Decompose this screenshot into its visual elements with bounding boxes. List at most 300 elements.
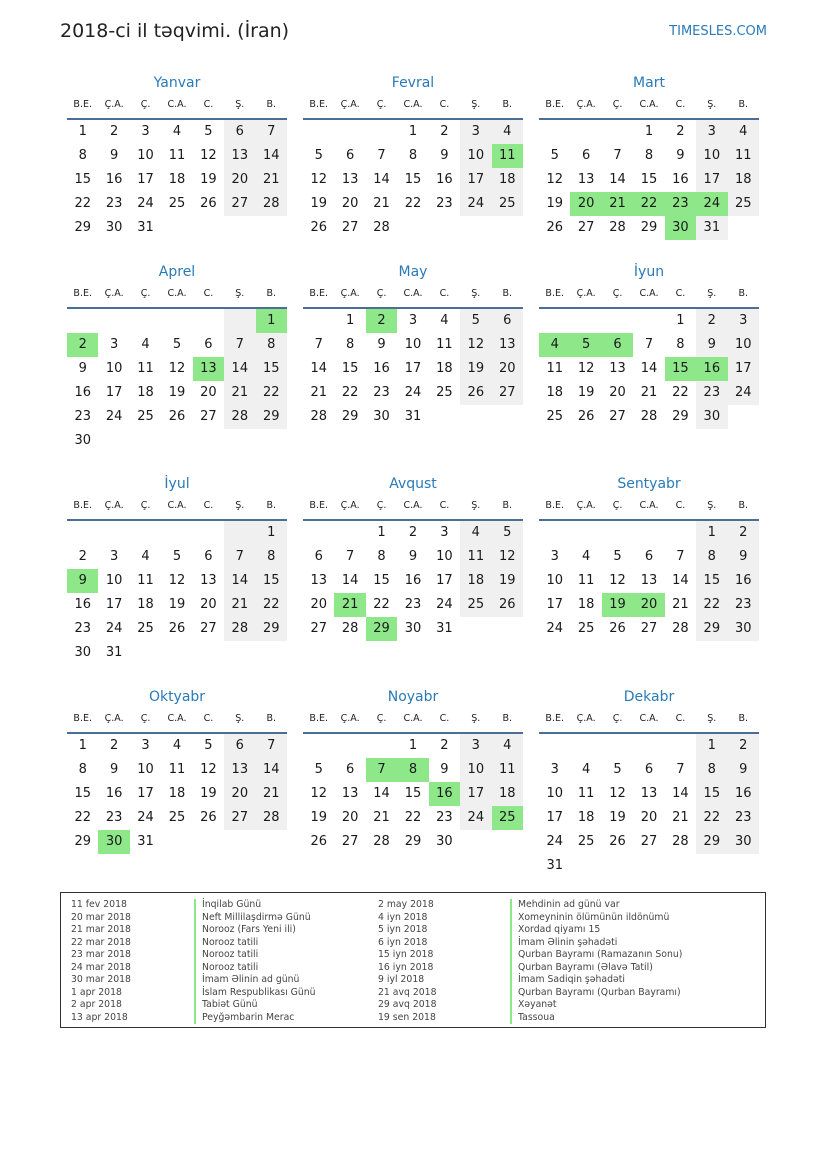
day-cell: 19 bbox=[310, 810, 327, 825]
month-name: Sentyabr bbox=[617, 476, 681, 492]
empty-cell bbox=[570, 734, 601, 758]
day-cell: 15 bbox=[373, 573, 390, 588]
weekday-label: B.E. bbox=[73, 99, 92, 110]
legend-holiday-name: Xordad qiyamı 15 bbox=[510, 924, 682, 937]
day-cell: 21 bbox=[373, 196, 390, 211]
weekday-label: Ç. bbox=[612, 99, 623, 110]
day-cell: 22 bbox=[256, 381, 287, 405]
weekday-label: B.E. bbox=[545, 288, 564, 299]
day-cell: 6 bbox=[581, 148, 591, 163]
day-cell: 9 bbox=[440, 148, 449, 163]
day-cell: 12 bbox=[200, 762, 217, 777]
weekday-header bbox=[67, 495, 287, 521]
day-cell: 15 bbox=[74, 786, 91, 801]
day-cell: 17 bbox=[105, 385, 123, 400]
day-cell: 7 bbox=[377, 148, 386, 163]
legend-holiday-name: Tassoua bbox=[510, 1012, 682, 1025]
empty-cell bbox=[130, 521, 161, 545]
weekday-header bbox=[303, 283, 523, 309]
day-cell: 9 bbox=[78, 361, 87, 376]
day-cell: 18 bbox=[546, 385, 563, 400]
weekday-header bbox=[539, 708, 759, 734]
weekday-label: Ç.A. bbox=[104, 500, 124, 511]
day-cell: 26 bbox=[577, 409, 595, 424]
day-cell: 15 bbox=[256, 569, 287, 593]
legend-date: 29 avq 2018 bbox=[378, 999, 437, 1010]
legend-date: 11 fev 2018 bbox=[71, 899, 127, 910]
day-cell: 6 bbox=[314, 549, 323, 564]
empty-cell bbox=[492, 216, 523, 240]
day-cell: 10 bbox=[728, 333, 759, 357]
day-cell: 30 bbox=[74, 645, 91, 660]
weekday-label: Ç.A. bbox=[340, 99, 360, 110]
day-cell: 9 bbox=[696, 333, 727, 357]
day-cell: 5 bbox=[460, 309, 491, 333]
empty-cell bbox=[492, 830, 523, 854]
day-cell: 6 bbox=[204, 337, 213, 352]
day-cell: 29 bbox=[640, 220, 658, 235]
legend-names-left bbox=[194, 899, 316, 1024]
day-cell: 11 bbox=[546, 361, 563, 376]
day-cell: 14 bbox=[256, 758, 287, 782]
day-cell: 7 bbox=[345, 549, 355, 564]
month-10 bbox=[303, 686, 523, 854]
day-cell: 11 bbox=[728, 144, 759, 168]
day-cell: 20 bbox=[492, 357, 523, 381]
day-cell: 4 bbox=[492, 120, 523, 144]
day-cell: 4 bbox=[141, 549, 150, 564]
day-cell: 24 bbox=[546, 621, 563, 636]
empty-cell bbox=[98, 521, 129, 545]
month-9 bbox=[67, 686, 287, 854]
day-cell: 7 bbox=[676, 762, 685, 777]
weekday-label: Ş. bbox=[235, 713, 245, 724]
legend-holiday-name: İmam Əlinin ad günü bbox=[194, 974, 316, 987]
empty-cell bbox=[397, 216, 428, 240]
day-cell: 17 bbox=[436, 573, 453, 588]
day-cell: 12 bbox=[310, 172, 327, 187]
weekday-header bbox=[303, 495, 523, 521]
day-cell: 1 bbox=[408, 738, 418, 753]
day-cell: 23 bbox=[696, 381, 727, 405]
month-7 bbox=[303, 473, 523, 641]
day-cell: 5 bbox=[613, 762, 622, 777]
day-cell: 3 bbox=[440, 525, 449, 540]
weekday-label: C.A. bbox=[639, 99, 659, 110]
weekday-header bbox=[67, 283, 287, 309]
day-cell: 28 bbox=[256, 806, 287, 830]
weekday-label: B. bbox=[266, 99, 277, 110]
empty-cell bbox=[303, 120, 334, 144]
day-cell: 23 bbox=[373, 385, 390, 400]
empty-cell bbox=[602, 521, 633, 545]
day-cell: 29 bbox=[256, 617, 287, 641]
empty-cell bbox=[161, 429, 192, 453]
day-cell: 9 bbox=[109, 762, 119, 777]
day-cell: 1 bbox=[408, 124, 418, 139]
day-cell: 11 bbox=[168, 148, 186, 163]
weekday-label: B. bbox=[738, 99, 749, 110]
month-1 bbox=[303, 72, 523, 240]
day-cell: 21 bbox=[224, 381, 255, 405]
empty-cell bbox=[633, 734, 664, 758]
day-cell: 28 bbox=[224, 617, 255, 641]
empty-cell bbox=[728, 216, 759, 240]
empty-cell bbox=[570, 521, 601, 545]
day-cell: 31 bbox=[696, 216, 727, 240]
day-cell: 4 bbox=[141, 337, 150, 352]
weekday-header bbox=[539, 283, 759, 309]
empty-cell bbox=[98, 309, 129, 333]
holiday-day-cell: 29 bbox=[366, 617, 397, 641]
weekday-label: B. bbox=[502, 99, 513, 110]
day-cell: 13 bbox=[341, 786, 359, 801]
month-name: Mart bbox=[633, 75, 665, 91]
weekday-label: B.E. bbox=[545, 99, 564, 110]
legend-names-right bbox=[510, 899, 682, 1024]
day-cell: 23 bbox=[728, 593, 759, 617]
day-cell: 21 bbox=[640, 385, 658, 400]
empty-cell bbox=[130, 309, 161, 333]
day-cell: 17 bbox=[696, 168, 727, 192]
day-cell: 3 bbox=[408, 313, 418, 328]
day-cell: 12 bbox=[168, 361, 186, 376]
day-cell: 6 bbox=[644, 549, 654, 564]
day-cell: 18 bbox=[577, 810, 595, 825]
day-cell: 10 bbox=[105, 573, 123, 588]
day-cell: 20 bbox=[609, 385, 626, 400]
day-cell: 23 bbox=[74, 409, 91, 424]
empty-cell bbox=[193, 429, 224, 453]
empty-cell bbox=[161, 830, 192, 854]
holiday-day-cell: 1 bbox=[256, 309, 287, 333]
day-cell: 26 bbox=[310, 220, 327, 235]
day-cell: 19 bbox=[492, 569, 523, 593]
day-cell: 25 bbox=[436, 385, 453, 400]
legend-holiday-name: Norooz tatili bbox=[194, 937, 316, 950]
empty-cell bbox=[256, 216, 287, 240]
legend-date: 23 mar 2018 bbox=[71, 949, 131, 960]
day-cell: 23 bbox=[105, 810, 123, 825]
day-cell: 24 bbox=[137, 196, 154, 211]
day-cell: 22 bbox=[373, 597, 390, 612]
weekday-label: B. bbox=[738, 713, 749, 724]
weekday-label: B. bbox=[266, 500, 277, 511]
day-cell: 17 bbox=[404, 361, 422, 376]
day-cell: 3 bbox=[550, 762, 559, 777]
empty-cell bbox=[67, 309, 98, 333]
day-cell: 24 bbox=[436, 597, 453, 612]
weekday-label: C.A. bbox=[403, 500, 423, 511]
day-cell: 3 bbox=[696, 120, 727, 144]
month-8 bbox=[539, 473, 759, 641]
empty-cell bbox=[256, 830, 287, 854]
empty-cell bbox=[161, 309, 192, 333]
weekday-label: B.E. bbox=[545, 713, 564, 724]
day-cell: 24 bbox=[105, 409, 123, 424]
weekday-header bbox=[67, 708, 287, 734]
empty-cell bbox=[728, 854, 759, 878]
day-cell: 18 bbox=[168, 172, 186, 187]
day-cell: 23 bbox=[105, 196, 123, 211]
day-cell: 27 bbox=[200, 621, 217, 636]
empty-cell bbox=[161, 521, 192, 545]
weekday-label: Ç.A. bbox=[340, 713, 360, 724]
day-cell: 18 bbox=[492, 782, 523, 806]
day-cell: 7 bbox=[256, 734, 287, 758]
day-cell: 1 bbox=[676, 313, 685, 328]
legend-holiday-name: Norooz tatili bbox=[194, 949, 316, 962]
day-cell: 10 bbox=[105, 361, 123, 376]
holiday-day-cell: 24 bbox=[696, 192, 727, 216]
holiday-day-cell: 9 bbox=[67, 569, 98, 593]
weekday-label: Ç.A. bbox=[576, 713, 596, 724]
day-cell: 30 bbox=[105, 220, 123, 235]
day-grid bbox=[67, 120, 287, 240]
day-cell: 8 bbox=[644, 148, 654, 163]
day-cell: 10 bbox=[137, 762, 154, 777]
weekday-label: Ç. bbox=[376, 288, 387, 299]
day-cell: 19 bbox=[609, 810, 626, 825]
day-cell: 7 bbox=[224, 333, 255, 357]
day-cell: 6 bbox=[644, 762, 654, 777]
day-cell: 24 bbox=[404, 385, 422, 400]
day-cell: 28 bbox=[640, 409, 658, 424]
weekday-label: Ş. bbox=[707, 99, 717, 110]
empty-cell bbox=[98, 429, 129, 453]
empty-cell bbox=[303, 309, 334, 333]
day-cell: 13 bbox=[224, 758, 255, 782]
legend-date: 21 mar 2018 bbox=[71, 924, 131, 935]
day-cell: 18 bbox=[728, 168, 759, 192]
day-cell: 25 bbox=[577, 621, 595, 636]
day-cell: 23 bbox=[436, 810, 453, 825]
empty-cell bbox=[334, 521, 365, 545]
day-cell: 4 bbox=[581, 549, 591, 564]
month-2 bbox=[539, 72, 759, 240]
weekday-label: Ç. bbox=[612, 288, 623, 299]
legend-date: 15 iyn 2018 bbox=[378, 949, 434, 960]
day-cell: 10 bbox=[696, 144, 727, 168]
empty-cell bbox=[366, 734, 397, 758]
day-cell: 11 bbox=[577, 573, 595, 588]
weekday-label: C.A. bbox=[403, 288, 423, 299]
weekday-label: B. bbox=[502, 288, 513, 299]
weekday-label: C.A. bbox=[403, 713, 423, 724]
day-cell: 26 bbox=[168, 621, 186, 636]
day-cell: 25 bbox=[546, 409, 563, 424]
holiday-day-cell: 2 bbox=[67, 333, 98, 357]
empty-cell bbox=[460, 216, 491, 240]
day-cell: 29 bbox=[672, 409, 689, 424]
legend-holiday-name: İmam Sadiqin şəhadəti bbox=[510, 974, 682, 987]
weekday-label: Ş. bbox=[707, 713, 717, 724]
day-cell: 18 bbox=[577, 597, 595, 612]
day-cell: 1 bbox=[78, 124, 87, 139]
weekday-label: Ş. bbox=[471, 713, 481, 724]
empty-cell bbox=[460, 617, 491, 641]
day-cell: 16 bbox=[105, 172, 123, 187]
day-cell: 16 bbox=[728, 782, 759, 806]
day-cell: 24 bbox=[460, 192, 491, 216]
day-cell: 25 bbox=[137, 621, 154, 636]
day-cell: 10 bbox=[404, 337, 422, 352]
day-cell: 18 bbox=[137, 385, 154, 400]
day-cell: 26 bbox=[310, 834, 327, 849]
day-cell: 26 bbox=[200, 810, 217, 825]
month-3 bbox=[67, 261, 287, 453]
month-name: Avqust bbox=[389, 476, 437, 492]
weekday-label: C. bbox=[439, 288, 450, 299]
day-cell: 8 bbox=[676, 337, 685, 352]
legend-holiday-name: Xomeyninin ölümünün ildönümü bbox=[510, 912, 682, 925]
empty-cell bbox=[303, 521, 334, 545]
day-cell: 25 bbox=[492, 192, 523, 216]
day-cell: 18 bbox=[460, 569, 491, 593]
legend-date: 30 mar 2018 bbox=[71, 974, 131, 985]
day-cell: 25 bbox=[460, 593, 491, 617]
day-cell: 16 bbox=[436, 172, 453, 187]
day-cell: 1 bbox=[696, 734, 727, 758]
weekday-label: B.E. bbox=[73, 288, 92, 299]
day-cell: 21 bbox=[672, 597, 689, 612]
weekday-header bbox=[67, 94, 287, 120]
empty-cell bbox=[539, 521, 570, 545]
weekday-label: C. bbox=[675, 288, 686, 299]
weekday-header bbox=[303, 94, 523, 120]
month-4 bbox=[303, 261, 523, 429]
day-cell: 24 bbox=[105, 621, 123, 636]
day-cell: 28 bbox=[609, 220, 626, 235]
day-cell: 12 bbox=[200, 148, 217, 163]
day-cell: 5 bbox=[550, 148, 559, 163]
empty-cell bbox=[633, 521, 664, 545]
empty-cell bbox=[161, 216, 192, 240]
empty-cell bbox=[429, 216, 460, 240]
day-cell: 27 bbox=[224, 192, 255, 216]
empty-cell bbox=[224, 521, 255, 545]
month-name: Dekabr bbox=[623, 689, 675, 705]
day-cell: 2 bbox=[728, 734, 759, 758]
weekday-label: B.E. bbox=[309, 500, 328, 511]
weekday-label: C.A. bbox=[167, 713, 187, 724]
day-cell: 7 bbox=[224, 545, 255, 569]
empty-cell bbox=[130, 429, 161, 453]
month-name: İyun bbox=[633, 264, 665, 280]
day-cell: 7 bbox=[676, 549, 685, 564]
holiday-day-cell: 2 bbox=[366, 309, 397, 333]
day-cell: 8 bbox=[696, 758, 727, 782]
empty-cell bbox=[130, 641, 161, 665]
day-cell: 12 bbox=[492, 545, 523, 569]
empty-cell bbox=[193, 216, 224, 240]
weekday-label: Ç.A. bbox=[576, 99, 596, 110]
day-cell: 28 bbox=[256, 192, 287, 216]
day-cell: 2 bbox=[408, 525, 418, 540]
day-cell: 4 bbox=[440, 313, 449, 328]
day-cell: 28 bbox=[672, 621, 689, 636]
day-cell: 12 bbox=[546, 172, 563, 187]
day-cell: 26 bbox=[460, 381, 491, 405]
day-cell: 11 bbox=[137, 573, 154, 588]
empty-cell bbox=[570, 309, 601, 333]
legend-date: 1 apr 2018 bbox=[71, 986, 122, 998]
weekday-label: C.A. bbox=[167, 500, 187, 511]
legend-holiday-name: Qurban Bayramı (Qurban Bayramı) bbox=[510, 987, 682, 1000]
day-cell: 31 bbox=[436, 621, 453, 636]
day-cell: 13 bbox=[200, 573, 217, 588]
day-cell: 20 bbox=[224, 168, 255, 192]
weekday-label: C.A. bbox=[639, 713, 659, 724]
weekday-label: Ç. bbox=[612, 713, 623, 724]
holiday-day-cell: 20 bbox=[570, 192, 601, 216]
weekday-label: C. bbox=[675, 99, 686, 110]
day-cell: 9 bbox=[377, 337, 386, 352]
brand-link[interactable]: TIMESLES.COM bbox=[669, 24, 767, 39]
day-cell: 27 bbox=[310, 621, 327, 636]
day-grid bbox=[303, 120, 523, 240]
day-cell: 23 bbox=[74, 621, 91, 636]
empty-cell bbox=[492, 405, 523, 429]
holiday-legend bbox=[60, 892, 766, 1028]
empty-cell bbox=[334, 734, 365, 758]
day-cell: 2 bbox=[440, 738, 449, 753]
day-cell: 21 bbox=[373, 810, 390, 825]
weekday-label: Ş. bbox=[235, 99, 245, 110]
day-cell: 21 bbox=[310, 385, 327, 400]
holiday-day-cell: 30 bbox=[665, 216, 696, 240]
day-cell: 13 bbox=[577, 172, 595, 187]
day-cell: 19 bbox=[200, 786, 217, 801]
day-cell: 27 bbox=[609, 409, 626, 424]
legend-holiday-name: Peyğəmbarin Merac bbox=[194, 1012, 316, 1025]
day-grid bbox=[67, 309, 287, 453]
day-grid bbox=[303, 309, 523, 429]
month-0 bbox=[67, 72, 287, 240]
day-cell: 16 bbox=[672, 172, 689, 187]
day-cell: 12 bbox=[577, 361, 595, 376]
holiday-day-cell: 23 bbox=[665, 192, 696, 216]
empty-cell bbox=[570, 854, 601, 878]
empty-cell bbox=[429, 405, 460, 429]
legend-dates-left bbox=[71, 899, 131, 1024]
day-cell: 30 bbox=[696, 405, 727, 429]
day-cell: 10 bbox=[460, 758, 491, 782]
day-cell: 9 bbox=[440, 762, 449, 777]
legend-holiday-name: Neft Millilaşdirmə Günü bbox=[194, 912, 316, 925]
day-cell: 14 bbox=[672, 573, 689, 588]
day-cell: 22 bbox=[404, 810, 422, 825]
day-cell: 31 bbox=[137, 834, 154, 849]
page-title: 2018-ci il təqvimi. (İran) bbox=[60, 20, 290, 42]
weekday-label: C. bbox=[675, 713, 686, 724]
day-cell: 11 bbox=[577, 786, 595, 801]
day-cell: 12 bbox=[168, 573, 186, 588]
day-cell: 5 bbox=[314, 148, 323, 163]
legend-date: 2 may 2018 bbox=[378, 899, 434, 910]
holiday-day-cell: 25 bbox=[492, 806, 523, 830]
day-grid bbox=[539, 521, 759, 641]
day-cell: 17 bbox=[546, 597, 563, 612]
day-cell: 3 bbox=[460, 734, 491, 758]
weekday-label: C.A. bbox=[639, 288, 659, 299]
day-cell: 23 bbox=[728, 806, 759, 830]
weekday-label: Ç. bbox=[140, 713, 151, 724]
day-cell: 7 bbox=[314, 337, 323, 352]
day-cell: 19 bbox=[310, 196, 327, 211]
day-cell: 12 bbox=[460, 333, 491, 357]
day-cell: 13 bbox=[492, 333, 523, 357]
